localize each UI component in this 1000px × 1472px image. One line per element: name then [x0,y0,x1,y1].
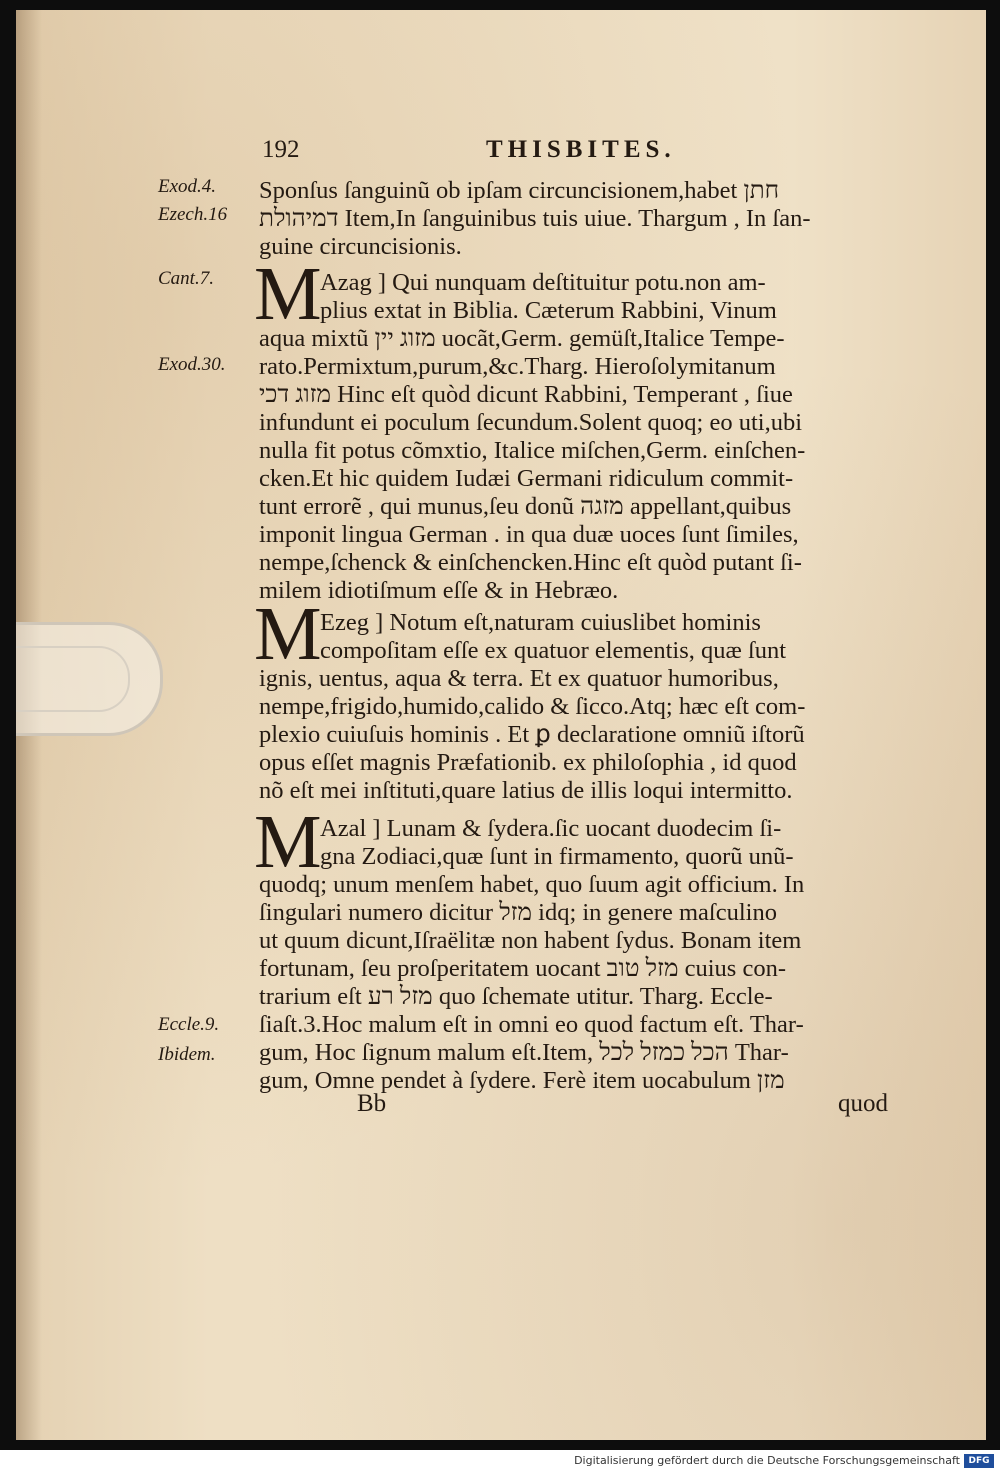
text-line: ignis, uentus, aqua & terra. Et ex quatuor humoribus, [259,665,779,692]
paper-clip-inner [16,646,130,712]
text-line: nempe,frigido,humido,calido & ſicco.Atq; hæc eſt com- [259,693,806,720]
text-line: trarium eſt מזל רע quo ſchemate utitur. Tharg. Eccle- [259,983,773,1010]
margin-note-ezech-16: Ezech.16 [158,204,228,225]
margin-note-exod-30: Exod.30. [158,354,226,375]
text-line: aqua mixtũ מזוג יין uocãt,Germ. gemüſt,Italice Tempe- [259,325,785,352]
text-line: דמיהולת Item,In ſanguinibus tuis uiue. Thargum , In ſan- [259,205,811,232]
page-number: 192 [262,136,300,163]
text-line: milem idiotiſmum eſſe & in Hebræo. [259,577,619,604]
text-line: gna Zodiaci,quæ ſunt in firmamento, quorũ unũ- [320,843,794,870]
text-line: ut quum dicunt,Iſraëlitæ non habent ſydus. Bonam item [259,927,802,954]
dropcap-mazag: M [254,252,322,336]
text-line: cken.Et hic quidem Iudæi Germani ridiculum commit- [259,465,794,492]
text-line: rato.Permixtum,purum,&c.Tharg. Hieroſolymitanum [259,353,776,380]
margin-note-eccle-9: Eccle.9. [158,1014,220,1035]
text-line: nempe,ſchenck & einſchencken.Hinc eſt quòd putant ſi- [259,549,802,576]
text-line: quodq; unum menſem habet, quo ſuum agit officium. In [259,871,805,898]
margin-note-cant-7: Cant.7. [158,268,214,289]
text-line: plexio cuiuſuis hominis . Et ꝑ declaratione omniũ iſtorũ [259,721,805,748]
text-line: Ezeg ] Notum eſt,naturam cuiuslibet hominis [320,609,761,636]
credit-bar [0,1450,1000,1472]
text-line: opus eſſet magnis Præfationib. ex philoſophia , id quod [259,749,797,776]
text-line: gum, Hoc ſignum malum eſt.Item, הכל כמזל לכל Thar- [259,1039,789,1066]
signature-mark: Bb [357,1090,387,1117]
text-line: Sponſus ſanguinũ ob ipſam circuncisionem,habet חתן [259,177,780,204]
text-line: ſingulari numero dicitur מזל idq; in genere maſculino [259,899,777,926]
text-line: nulla fit potus cõmxtio, Italice miſchen,Germ. einſchen- [259,437,806,464]
text-line: compoſitam eſſe ex quatuor elementis, quæ ſunt [320,637,787,664]
dfg-logo-icon: DFG [964,1454,994,1468]
credit-text: Digitalisierung gefördert durch die Deutsche Forschungsgemeinschaft [574,1454,960,1467]
running-header [262,136,702,168]
text-line: infundunt ei poculum ſecundum.Solent quoq; eo uti,ubi [259,409,803,436]
text-line: plius extat in Biblia. Cæterum Rabbini, Vinum [320,297,777,324]
dropcap-mezeg: M [254,592,322,676]
text-line: fortunam, ſeu proſperitatem uocant מזל טוב cuius con- [259,955,786,982]
text-line: guine circuncisionis. [259,233,462,260]
margin-note-exod-4: Exod.4. [158,176,217,197]
text-line: gum, Omne pendet à ſydere. Ferè item uocabulum מזן [259,1067,785,1094]
text-line: imponit lingua German . in qua duæ uoces ſunt ſimiles, [259,521,799,548]
catchword: quod [838,1090,888,1117]
text-line: Azag ] Qui nunquam deſtituitur potu.non am- [320,269,766,296]
text-line: tunt errorẽ , qui munus,ſeu donũ מזגה appellant,quibus [259,493,792,520]
text-line: ſiaſt.3.Hoc malum eſt in omni eo quod factum eſt. Thar- [259,1011,804,1038]
dropcap-mazal: M [254,800,322,884]
margin-note-ibidem: Ibidem. [158,1044,216,1065]
text-line: מזוג דכי Hinc eſt quòd dicunt Rabbini, Temperant , ſiue [259,381,793,408]
text-line: nõ eſt mei inſtituti,quare latius de illis loqui intermitto. [259,777,793,804]
text-line: Azal ] Lunam & ſydera.ſic uocant duodecim ſi- [320,815,782,842]
running-title: THISBITES. [486,136,676,163]
